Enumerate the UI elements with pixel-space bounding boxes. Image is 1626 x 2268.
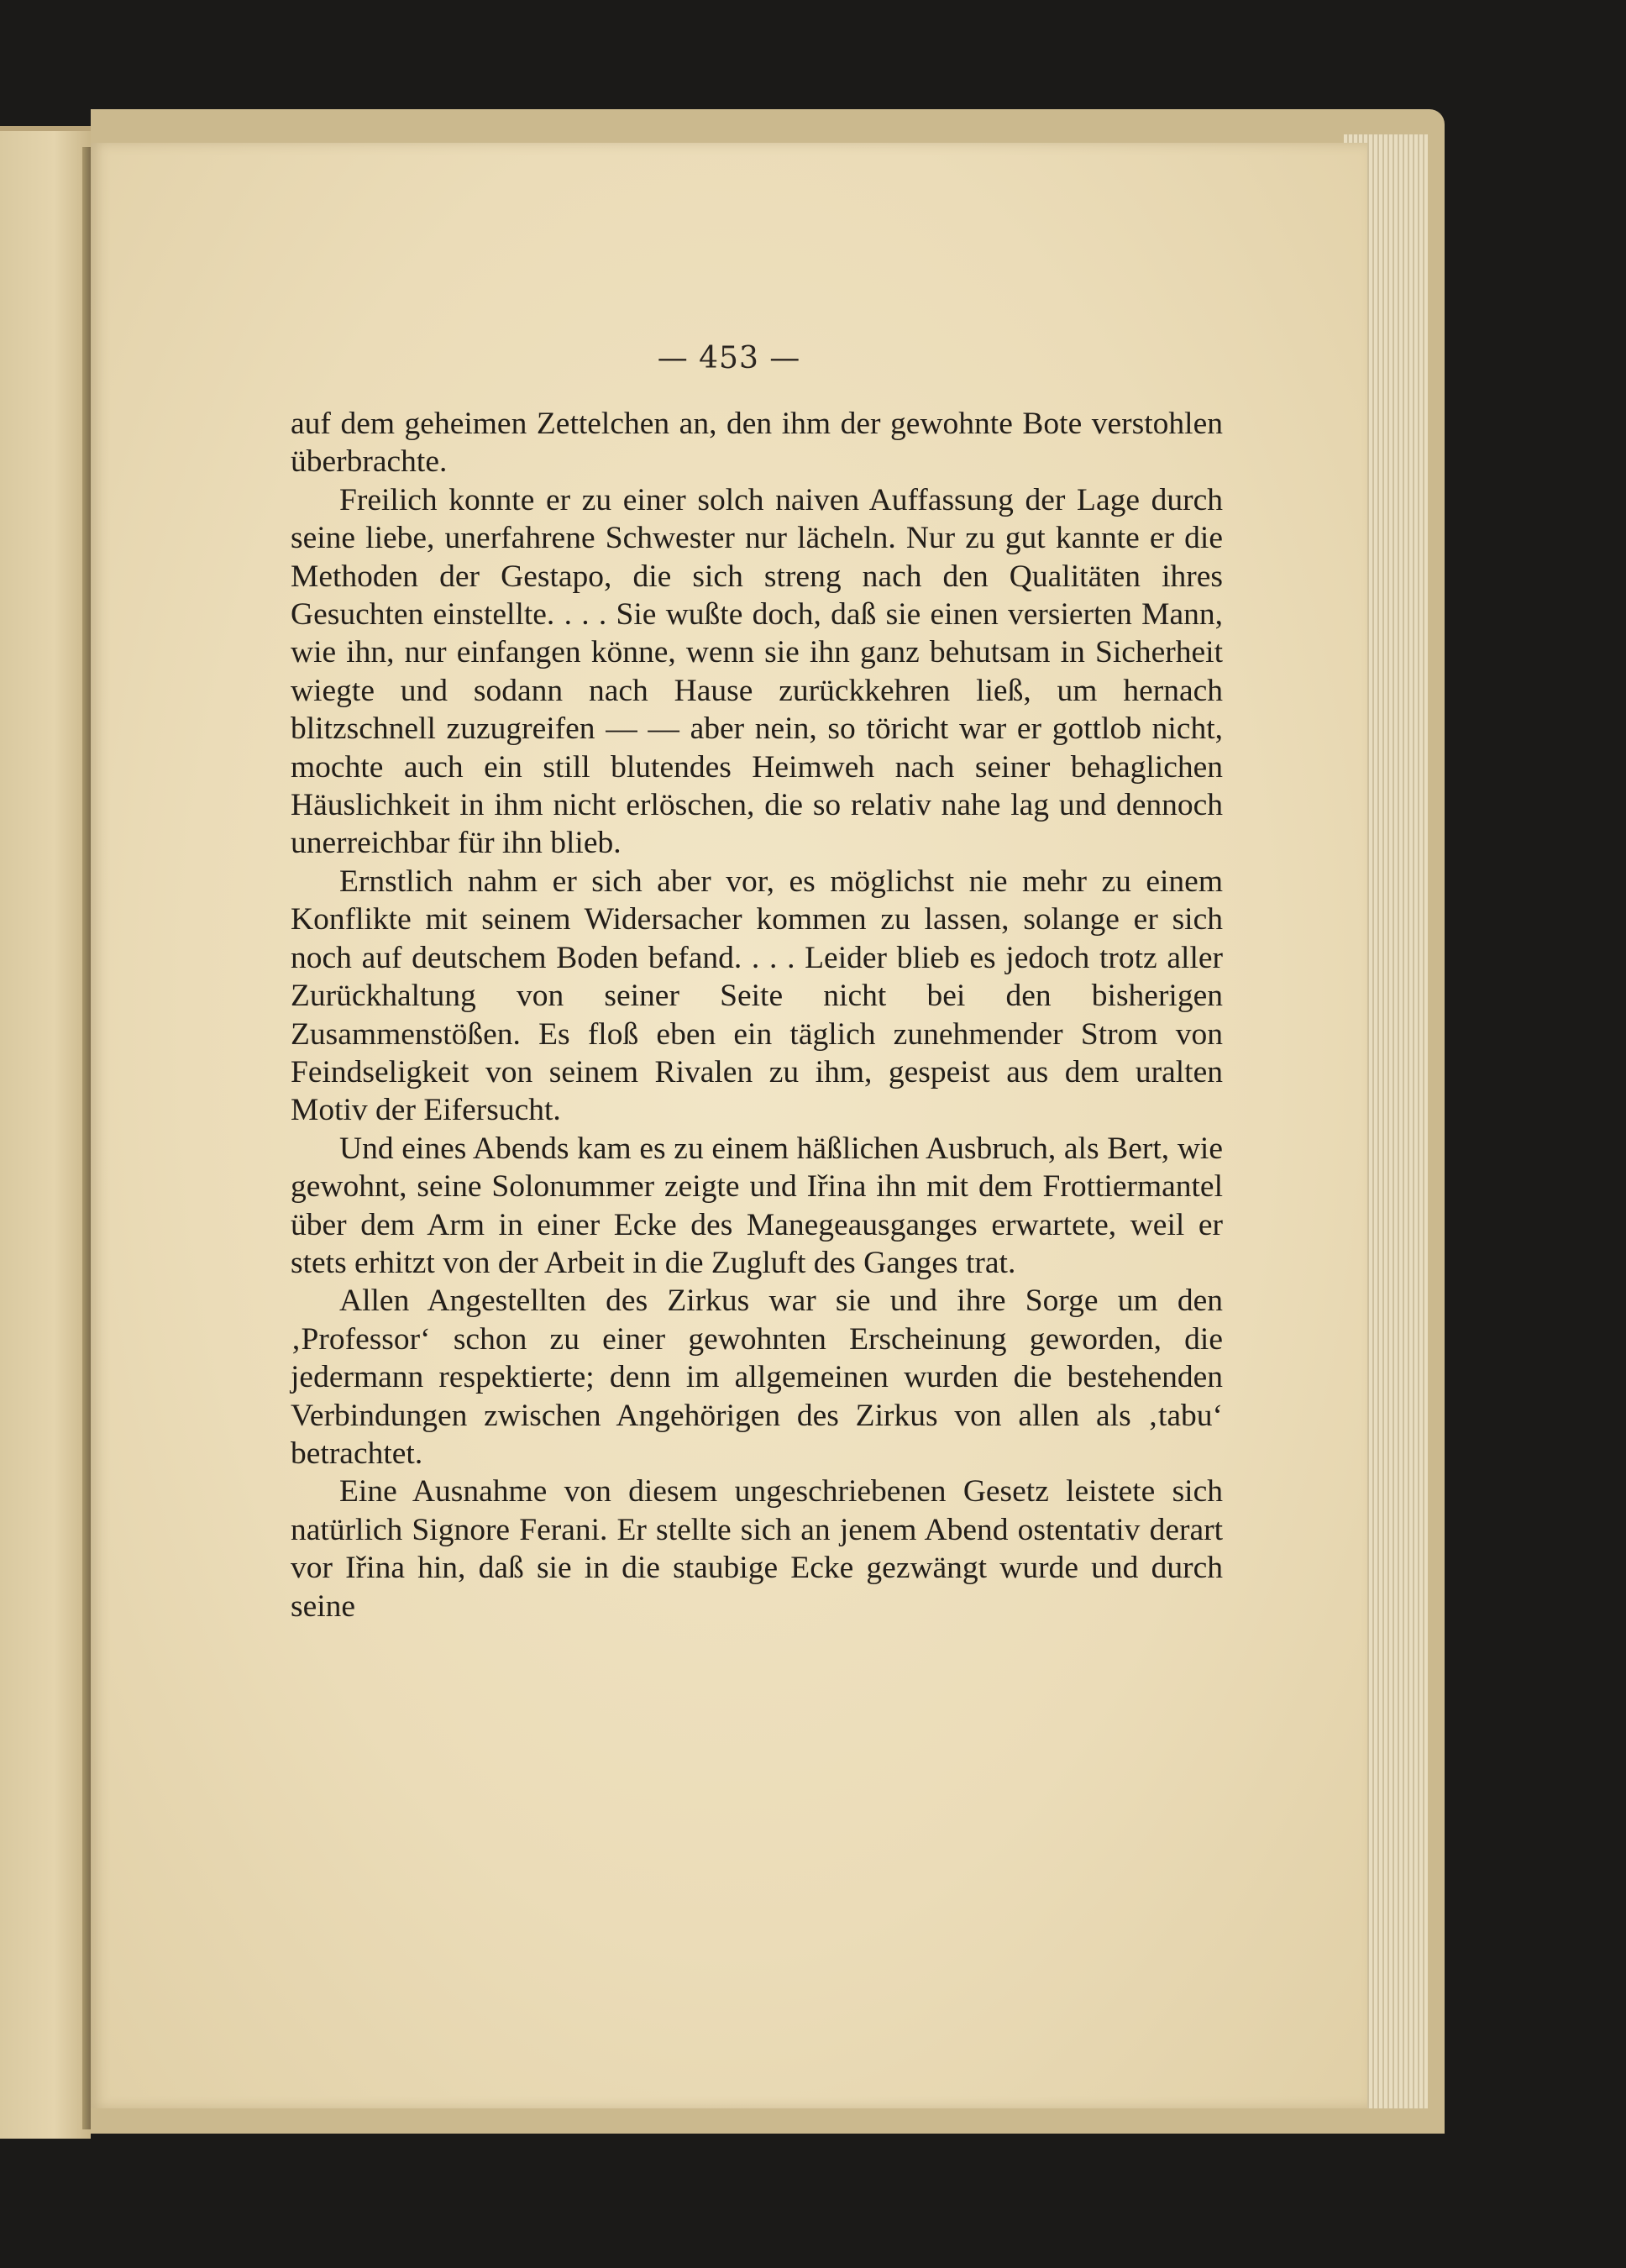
paragraph: Und eines Abends kam es zu einem häßlichen Ausbruch, als Bert, wie gewohnt, seine Solonummer zeigte und Iřina ihn mit dem Frottiermantel über dem Arm in einer Ecke des Manegeausganges erwartete, weil er stets erhitzt von der Arbeit in die Zugluft des Ganges trat. <box>291 1131 1223 1280</box>
paragraph: Allen Angestellten des Zirkus war sie und ihre Sorge um den ‚Professor‘ schon zu einer gewohnten Erscheinung geworden, die jedermann respektierte; denn im allgemeinen wurden die bestehenden Verbindungen zwischen Angehörigen des Zirkus von allen als ‚tabu‘ betrachtet. <box>291 1284 1223 1471</box>
left-page-margin <box>0 126 91 2139</box>
paragraph: Ernstlich nahm er sich aber vor, es möglichst nie mehr zu einem Konflikte mit seinem Widersacher kommen zu lassen, solange er sich noch auf deutschem Boden befand. . . . Leider blieb es jedoch trotz aller Zurückhaltung von seiner Seite nicht bei den bisherigen Zusammenstößen. Es floß eben ein täglich zunehmender Strom von Feindseligkeit von seinem Rivalen zu ihm, gespeist aus dem uralten Motiv der Eifersucht. <box>291 864 1223 1128</box>
paragraph: auf dem geheimen Zettelchen an, den ihm der gewohnte Bote verstohlen überbrachte. <box>291 407 1223 480</box>
book-page <box>91 143 1367 2108</box>
gutter-shadow <box>82 147 91 2129</box>
paragraph: Freilich konnte er zu einer solch naiven Auffassung der Lage durch seine liebe, unerfahrene Schwester nur lächeln. Nur zu gut kannte er die Methoden der Gestapo, die sich streng nach den Qualitäten ihres Gesuchten einstellte. . . . Sie wußte doch, daß sie einen versierten Mann, wie ihn, nur einfangen könne, wenn sie ihn ganz behutsam in Sicherheit wiegte und sodann nach Hause zurückkehren ließ, um hernach blitzschnell zuzugreifen — — aber nein, so töricht war er gottlob nicht, mochte auch ein still blutendes Heimweh nach seiner behaglichen Häuslichkeit in ihm nicht erlöschen, die so relativ nahe lag und dennoch unerreichbar für ihn blieb. <box>291 482 1223 861</box>
body-text <box>291 405 1223 1625</box>
page-number: — 453 — <box>657 341 801 375</box>
paragraph: Eine Ausnahme von diesem ungeschriebenen Gesetz leistete sich natürlich Signore Ferani. Er stellte sich an jenem Abend ostentativ derart vor Iřina hin, daß sie in die staubige Ecke gezwängt wurde und durch seine <box>291 1474 1223 1624</box>
